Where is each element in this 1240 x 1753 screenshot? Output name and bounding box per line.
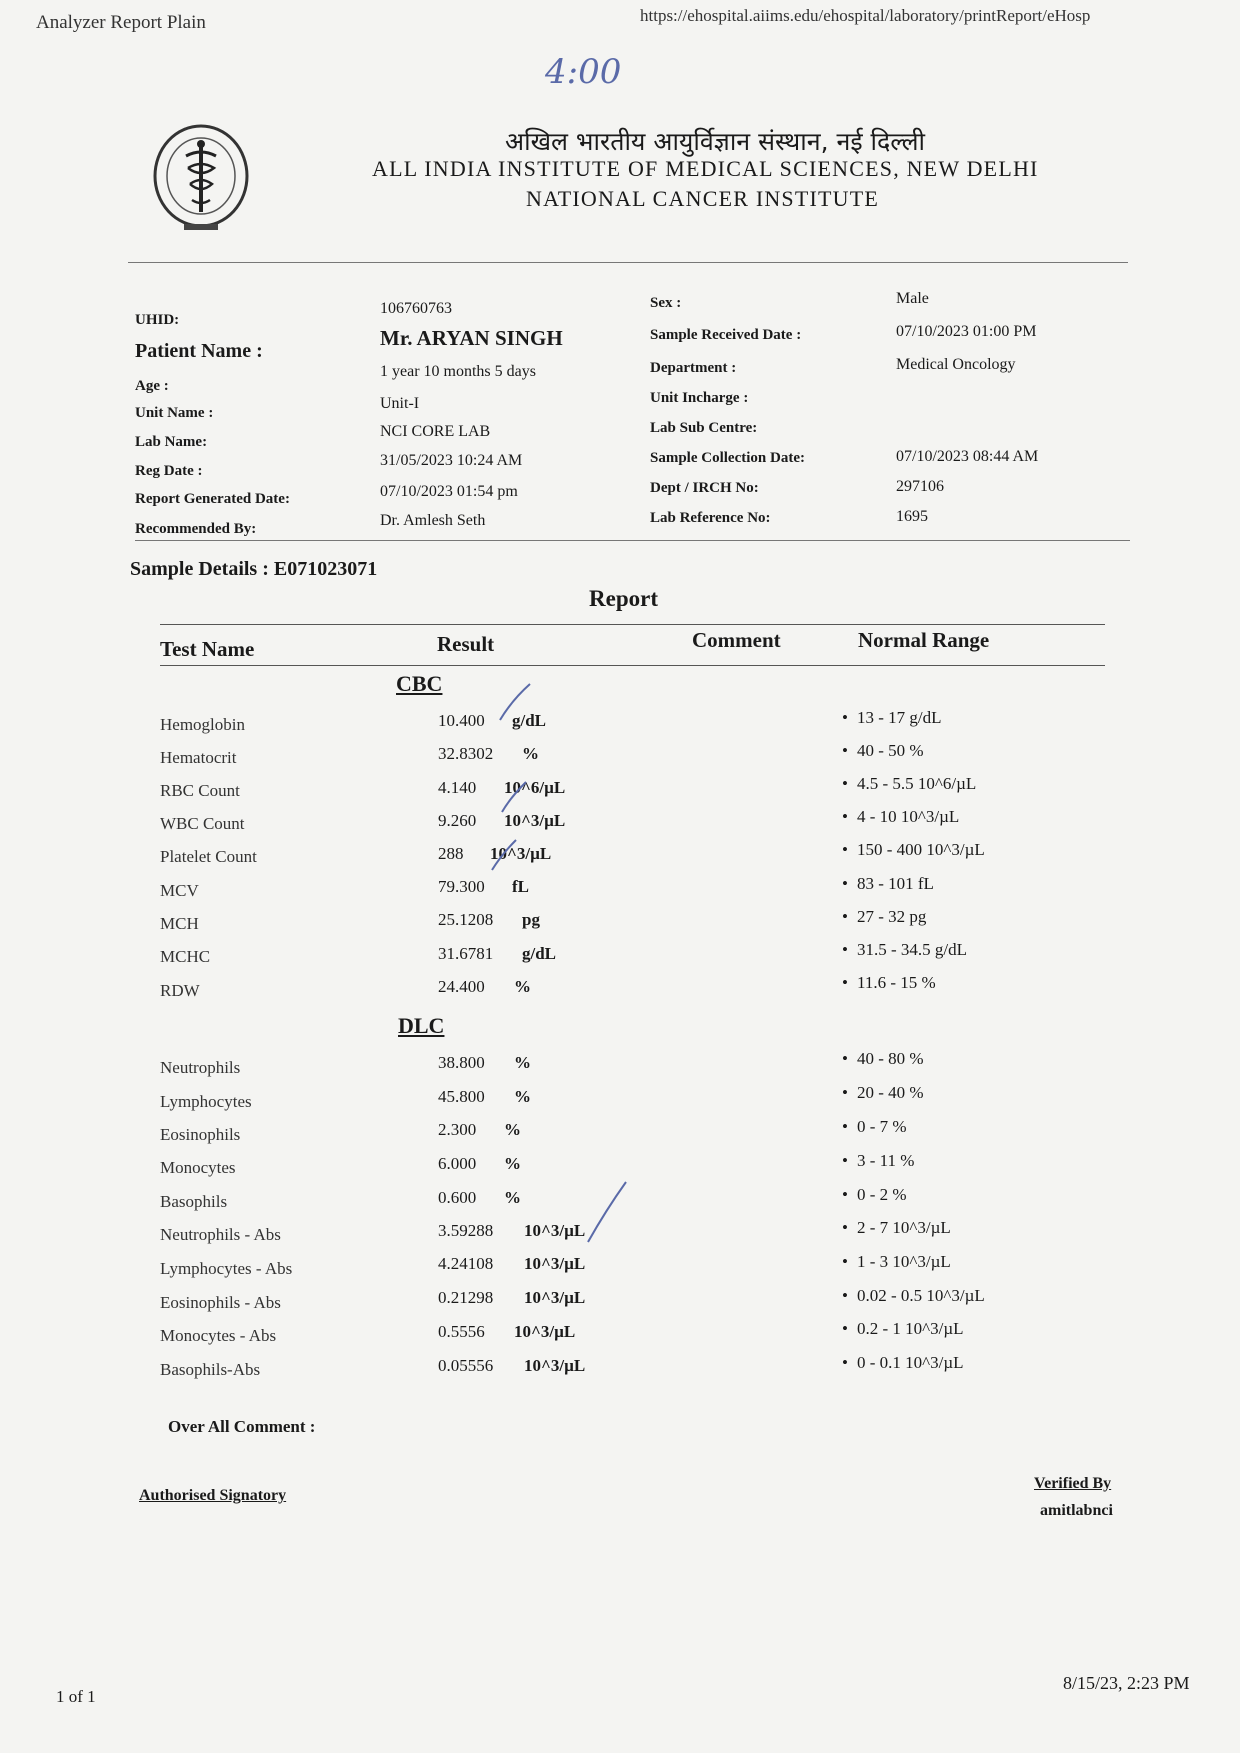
test-name: Monocytes - Abs (160, 1326, 277, 1345)
test-name: MCH (160, 914, 199, 933)
normal-range: • 150 - 400 10^3/µL (842, 840, 985, 860)
col-normal-range: Normal Range (858, 628, 990, 652)
test-name: Hemoglobin (160, 715, 245, 734)
normal-range: • 83 - 101 fL (842, 874, 934, 894)
test-result: 32.8302 (438, 744, 494, 763)
overall-comment-label: Over All Comment : (168, 1417, 316, 1436)
normal-range: • 0.2 - 1 10^3/µL (842, 1319, 964, 1339)
test-name: Eosinophils - Abs (160, 1293, 281, 1312)
pen-tick-icon (500, 780, 530, 814)
test-name: Lymphocytes - Abs (160, 1259, 293, 1278)
test-name: WBC Count (160, 814, 245, 833)
test-name: Lymphocytes (160, 1092, 252, 1111)
test-name: RBC Count (160, 781, 240, 800)
test-unit: 10^3/µL (524, 1221, 586, 1240)
col-result: Result (437, 632, 495, 656)
age-label: Age : (135, 378, 169, 394)
institute-name: ALL INDIA INSTITUTE OF MEDICAL SCIENCES, NEW DELHI (372, 156, 1039, 181)
test-name: Monocytes (160, 1158, 236, 1177)
verified-by-name: amitlabnci (1040, 1502, 1113, 1519)
normal-range: • 40 - 80 % (842, 1049, 924, 1069)
lab-name-value: NCI CORE LAB (380, 423, 491, 440)
test-result: 288 (438, 844, 464, 863)
unit-incharge-label: Unit Incharge : (650, 390, 749, 406)
test-name: Neutrophils (160, 1058, 241, 1077)
test-unit: 10^3/µL (504, 811, 566, 830)
window-title: Analyzer Report Plain (36, 12, 206, 33)
test-result: 0.600 (438, 1188, 477, 1207)
col-test-name: Test Name (160, 637, 255, 661)
test-result: 45.800 (438, 1087, 485, 1106)
header-divider (128, 262, 1128, 263)
test-name: Basophils-Abs (160, 1360, 261, 1379)
test-unit: % (504, 1154, 521, 1173)
test-result: 9.260 (438, 811, 477, 830)
test-name: Platelet Count (160, 847, 257, 866)
recommended-by-value: Dr. Amlesh Seth (380, 512, 486, 529)
normal-range: • 27 - 32 pg (842, 907, 926, 927)
test-result: 4.24108 (438, 1254, 494, 1273)
sex-value: Male (896, 290, 929, 307)
sex-label: Sex : (650, 295, 682, 311)
authorised-signatory: Authorised Signatory (139, 1487, 287, 1504)
test-result: 3.59288 (438, 1221, 494, 1240)
lab-name-label: Lab Name: (135, 434, 208, 450)
pen-tick-icon (586, 1180, 630, 1244)
print-timestamp: 8/15/23, 2:23 PM (1063, 1673, 1190, 1693)
test-name: Neutrophils - Abs (160, 1225, 281, 1244)
uhid-value: 106760763 (380, 300, 452, 317)
report-generated-value: 07/10/2023 01:54 pm (380, 483, 518, 500)
normal-range: • 0 - 0.1 10^3/µL (842, 1353, 964, 1373)
test-result: 4.140 (438, 778, 477, 797)
test-unit: 10^3/µL (514, 1322, 576, 1341)
normal-range: • 20 - 40 % (842, 1083, 924, 1103)
unit-name-label: Unit Name : (135, 405, 214, 421)
dept-irch-label: Dept / IRCH No: (650, 480, 759, 496)
normal-range: • 31.5 - 34.5 g/dL (842, 940, 967, 960)
recommended-by-label: Recommended By: (135, 521, 257, 537)
normal-range: • 0 - 2 % (842, 1185, 907, 1205)
department-value: Medical Oncology (896, 356, 1016, 373)
col-comment: Comment (692, 628, 781, 652)
test-unit: % (514, 977, 531, 996)
test-unit: % (514, 1053, 531, 1072)
lab-reference-label: Lab Reference No: (650, 510, 771, 526)
pen-tick-icon (498, 680, 534, 724)
page-url: https://ehospital.aiims.edu/ehospital/laboratory/printReport/eHosp (640, 6, 1091, 25)
institute-name-hindi: अखिल भारतीय आयुर्विज्ञान संस्थान, नई दिल्ली (505, 127, 926, 156)
table-top-rule (160, 624, 1105, 625)
test-result: 25.1208 (438, 910, 494, 929)
page-indicator: 1 of 1 (56, 1687, 96, 1706)
normal-range: • 11.6 - 15 % (842, 973, 936, 993)
test-unit: 10^3/µL (524, 1254, 586, 1273)
test-result: 10.400 (438, 711, 485, 730)
test-name: Eosinophils (160, 1125, 241, 1144)
patient-divider (135, 540, 1130, 541)
report-title: Report (589, 586, 658, 611)
pen-tick-icon (490, 838, 520, 872)
normal-range: • 1 - 3 10^3/µL (842, 1252, 951, 1272)
normal-range: • 2 - 7 10^3/µL (842, 1218, 951, 1238)
dept-irch-value: 297106 (896, 478, 944, 495)
department-label: Department : (650, 360, 737, 376)
test-unit: g/dL (522, 944, 557, 963)
normal-range: • 4 - 10 10^3/µL (842, 807, 959, 827)
test-result: 0.21298 (438, 1288, 494, 1307)
test-name: Basophils (160, 1192, 228, 1211)
sub-institute-name: NATIONAL CANCER INSTITUTE (526, 186, 880, 211)
test-name: MCHC (160, 947, 211, 966)
report-generated-label: Report Generated Date: (135, 491, 290, 507)
test-name: RDW (160, 981, 200, 1000)
normal-range: • 40 - 50 % (842, 741, 924, 761)
reg-date-value: 31/05/2023 10:24 AM (380, 452, 523, 469)
test-unit: % (504, 1120, 521, 1139)
test-name: MCV (160, 881, 199, 900)
test-result: 0.5556 (438, 1322, 485, 1341)
lab-sub-centre-label: Lab Sub Centre: (650, 420, 758, 436)
aiims-logo-icon (148, 120, 254, 236)
test-unit: 10^6/µL (504, 778, 566, 797)
patient-name-label: Patient Name : (135, 340, 263, 362)
test-unit: 10^3/µL (524, 1356, 586, 1375)
test-unit: % (522, 744, 539, 763)
test-result: 6.000 (438, 1154, 477, 1173)
normal-range: • 0 - 7 % (842, 1117, 907, 1137)
lab-reference-value: 1695 (896, 508, 928, 525)
normal-range: • 3 - 11 % (842, 1151, 914, 1171)
normal-range: • 13 - 17 g/dL (842, 708, 941, 728)
test-result: 31.6781 (438, 944, 494, 963)
sample-collection-label: Sample Collection Date: (650, 450, 805, 466)
sample-collection-value: 07/10/2023 08:44 AM (896, 448, 1039, 465)
test-result: 2.300 (438, 1120, 477, 1139)
test-result: 0.05556 (438, 1356, 494, 1375)
handwritten-note: 4:00 (545, 52, 622, 92)
section-title-cbc: CBC (396, 671, 443, 696)
test-unit: pg (522, 910, 540, 929)
normal-range: • 4.5 - 5.5 10^6/µL (842, 774, 976, 794)
patient-name-value: Mr. ARYAN SINGH (380, 326, 563, 350)
test-unit: g/dL (512, 711, 547, 730)
age-value: 1 year 10 months 5 days (380, 363, 536, 380)
test-result: 79.300 (438, 877, 485, 896)
section-title-dlc: DLC (398, 1013, 445, 1038)
test-result: 24.400 (438, 977, 485, 996)
table-header-rule (160, 665, 1105, 666)
sample-details: Sample Details : E071023071 (130, 558, 378, 580)
test-result: 38.800 (438, 1053, 485, 1072)
test-unit: % (504, 1188, 521, 1207)
test-unit: 10^3/µL (524, 1288, 586, 1307)
normal-range: • 0.02 - 0.5 10^3/µL (842, 1286, 985, 1306)
test-name: Hematocrit (160, 748, 237, 767)
test-unit: 10^3/µL (490, 844, 552, 863)
uhid-label: UHID: (135, 312, 180, 328)
sample-received-value: 07/10/2023 01:00 PM (896, 323, 1037, 340)
reg-date-label: Reg Date : (135, 463, 203, 479)
sample-received-label: Sample Received Date : (650, 327, 802, 343)
test-unit: fL (512, 877, 529, 896)
verified-by-label: Verified By (1034, 1475, 1112, 1492)
unit-name-value: Unit-I (380, 395, 420, 412)
test-unit: % (514, 1087, 531, 1106)
